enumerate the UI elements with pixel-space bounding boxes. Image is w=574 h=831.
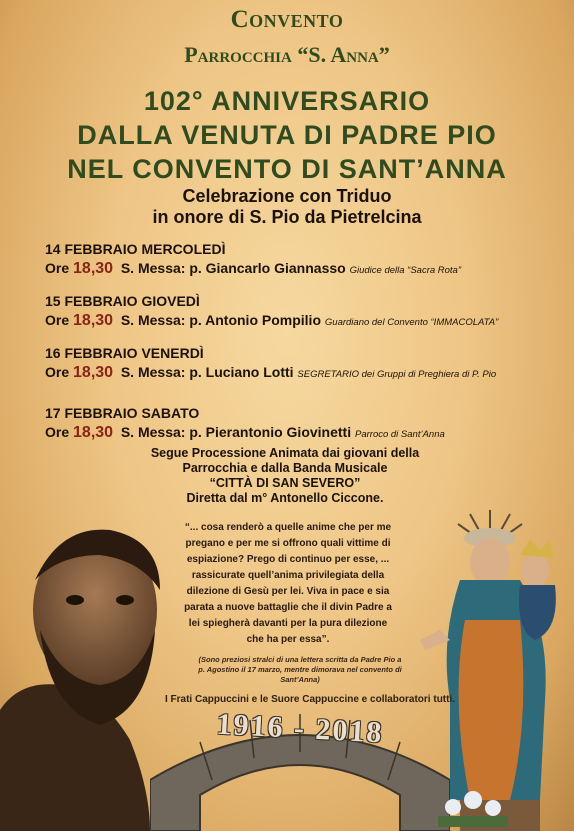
event-role: SEGRETARIO dei Gruppi di Preghiera di P. Pio: [297, 369, 497, 380]
event-ore: Ore: [45, 312, 70, 328]
event-item: [45, 293, 545, 333]
event-hour: 18,30: [73, 364, 114, 381]
celebration-line-2: in onore di S. Pio da Pietrelcina: [152, 207, 422, 227]
procession-line-4: Diretta dal m° Antonello Ciccone.: [186, 491, 384, 505]
event-line: [45, 310, 545, 333]
event-date: 17 FEBBRAIO SABATO: [45, 405, 200, 421]
note-line: (Sono preziosi stralci di una lettera scritta da Padre Pio a: [198, 655, 402, 664]
quote-line: lei spiegherà davanti per la pura dilezione: [188, 618, 388, 629]
event-item: [45, 345, 545, 385]
convento-title: Convento: [230, 6, 344, 33]
letter-note: [195, 655, 405, 685]
event-hour: 18,30: [73, 424, 114, 441]
quote-line: espiazione? Prego di continuo per esse, ...: [186, 554, 390, 565]
quote-line: che ha per essa”.: [246, 634, 330, 645]
event-ore: Ore: [45, 424, 70, 440]
event-role: Guardiano del Convento “IMMACOLATA”: [324, 317, 499, 328]
event-mass: S. Messa: p. Giancarlo Giannasso: [120, 260, 346, 276]
event-role: Giudice della “Sacra Rota”: [349, 265, 462, 276]
quote-line: rassicurate quell’anima privilegiata della: [191, 570, 385, 581]
events-list: [45, 241, 545, 457]
event-mass: S. Messa: p. Pierantonio Giovinetti: [120, 424, 352, 440]
event-line: [45, 422, 545, 445]
anniversary-line-1: 102° ANNIVERSARIO: [143, 86, 431, 116]
event-ore: Ore: [45, 364, 70, 380]
event-line: [45, 362, 545, 385]
procession-block: [130, 446, 440, 506]
celebration-line-1: Celebrazione con Triduo: [182, 186, 392, 206]
note-line: p. Agostino il 17 marzo, mentre dimorava nel convento di: [198, 665, 402, 674]
event-hour: 18,30: [73, 312, 114, 329]
parrocchia-title: Parrocchia “S. Anna”: [184, 42, 390, 67]
event-date: 14 FEBBRAIO MERCOLEDÌ: [45, 241, 226, 257]
event-line: [45, 258, 545, 281]
note-line: Sant’Anna): [280, 675, 320, 684]
quote-line: dilezione di Gesù per lei. Viva in pace e sia: [186, 586, 390, 597]
padre-pio-portrait: [0, 510, 175, 831]
procession-line-1: Segue Processione Animata dai giovani della: [150, 446, 420, 460]
event-ore: Ore: [45, 260, 70, 276]
event-date: 15 FEBBRAIO GIOVEDÌ: [45, 293, 200, 309]
procession-line-3: “CITTÀ DI SAN SEVERO”: [209, 476, 361, 490]
padre-pio-quote: [168, 520, 408, 648]
event-item: [45, 405, 545, 445]
anniversary-line-2: DALLA VENUTA DI PADRE PIO: [77, 120, 497, 150]
frati-credits: I Frati Cappuccini e le Suore Cappuccine e collaboratori tutti.: [164, 694, 456, 705]
anniversary-line-3: NEL CONVENTO DI SANT’ANNA: [67, 154, 507, 184]
event-mass: S. Messa: p. Antonio Pompilio: [120, 312, 321, 328]
event-hour: 18,30: [73, 260, 114, 277]
quote-line: pregano e per me si offrono quali vittime di: [185, 538, 391, 549]
flower-icon: [438, 782, 508, 827]
procession-line-2: Parrocchia e dalla Banda Musicale: [182, 461, 388, 475]
quote-line: “... cosa renderò a quelle anime che per me: [184, 522, 392, 533]
event-role: Parroco di Sant’Anna: [355, 429, 445, 440]
event-mass: S. Messa: p. Luciano Lotti: [120, 364, 294, 380]
quote-line: parata a nuove battaglie che il divin Padre a: [184, 602, 392, 613]
event-item: [45, 241, 545, 281]
celebration-subtitle: [0, 186, 574, 228]
event-date: 16 FEBBRAIO VENERDÌ: [45, 345, 204, 361]
arch-years: 1916 - 2018: [215, 707, 385, 750]
anniversary-heading: [0, 84, 574, 186]
